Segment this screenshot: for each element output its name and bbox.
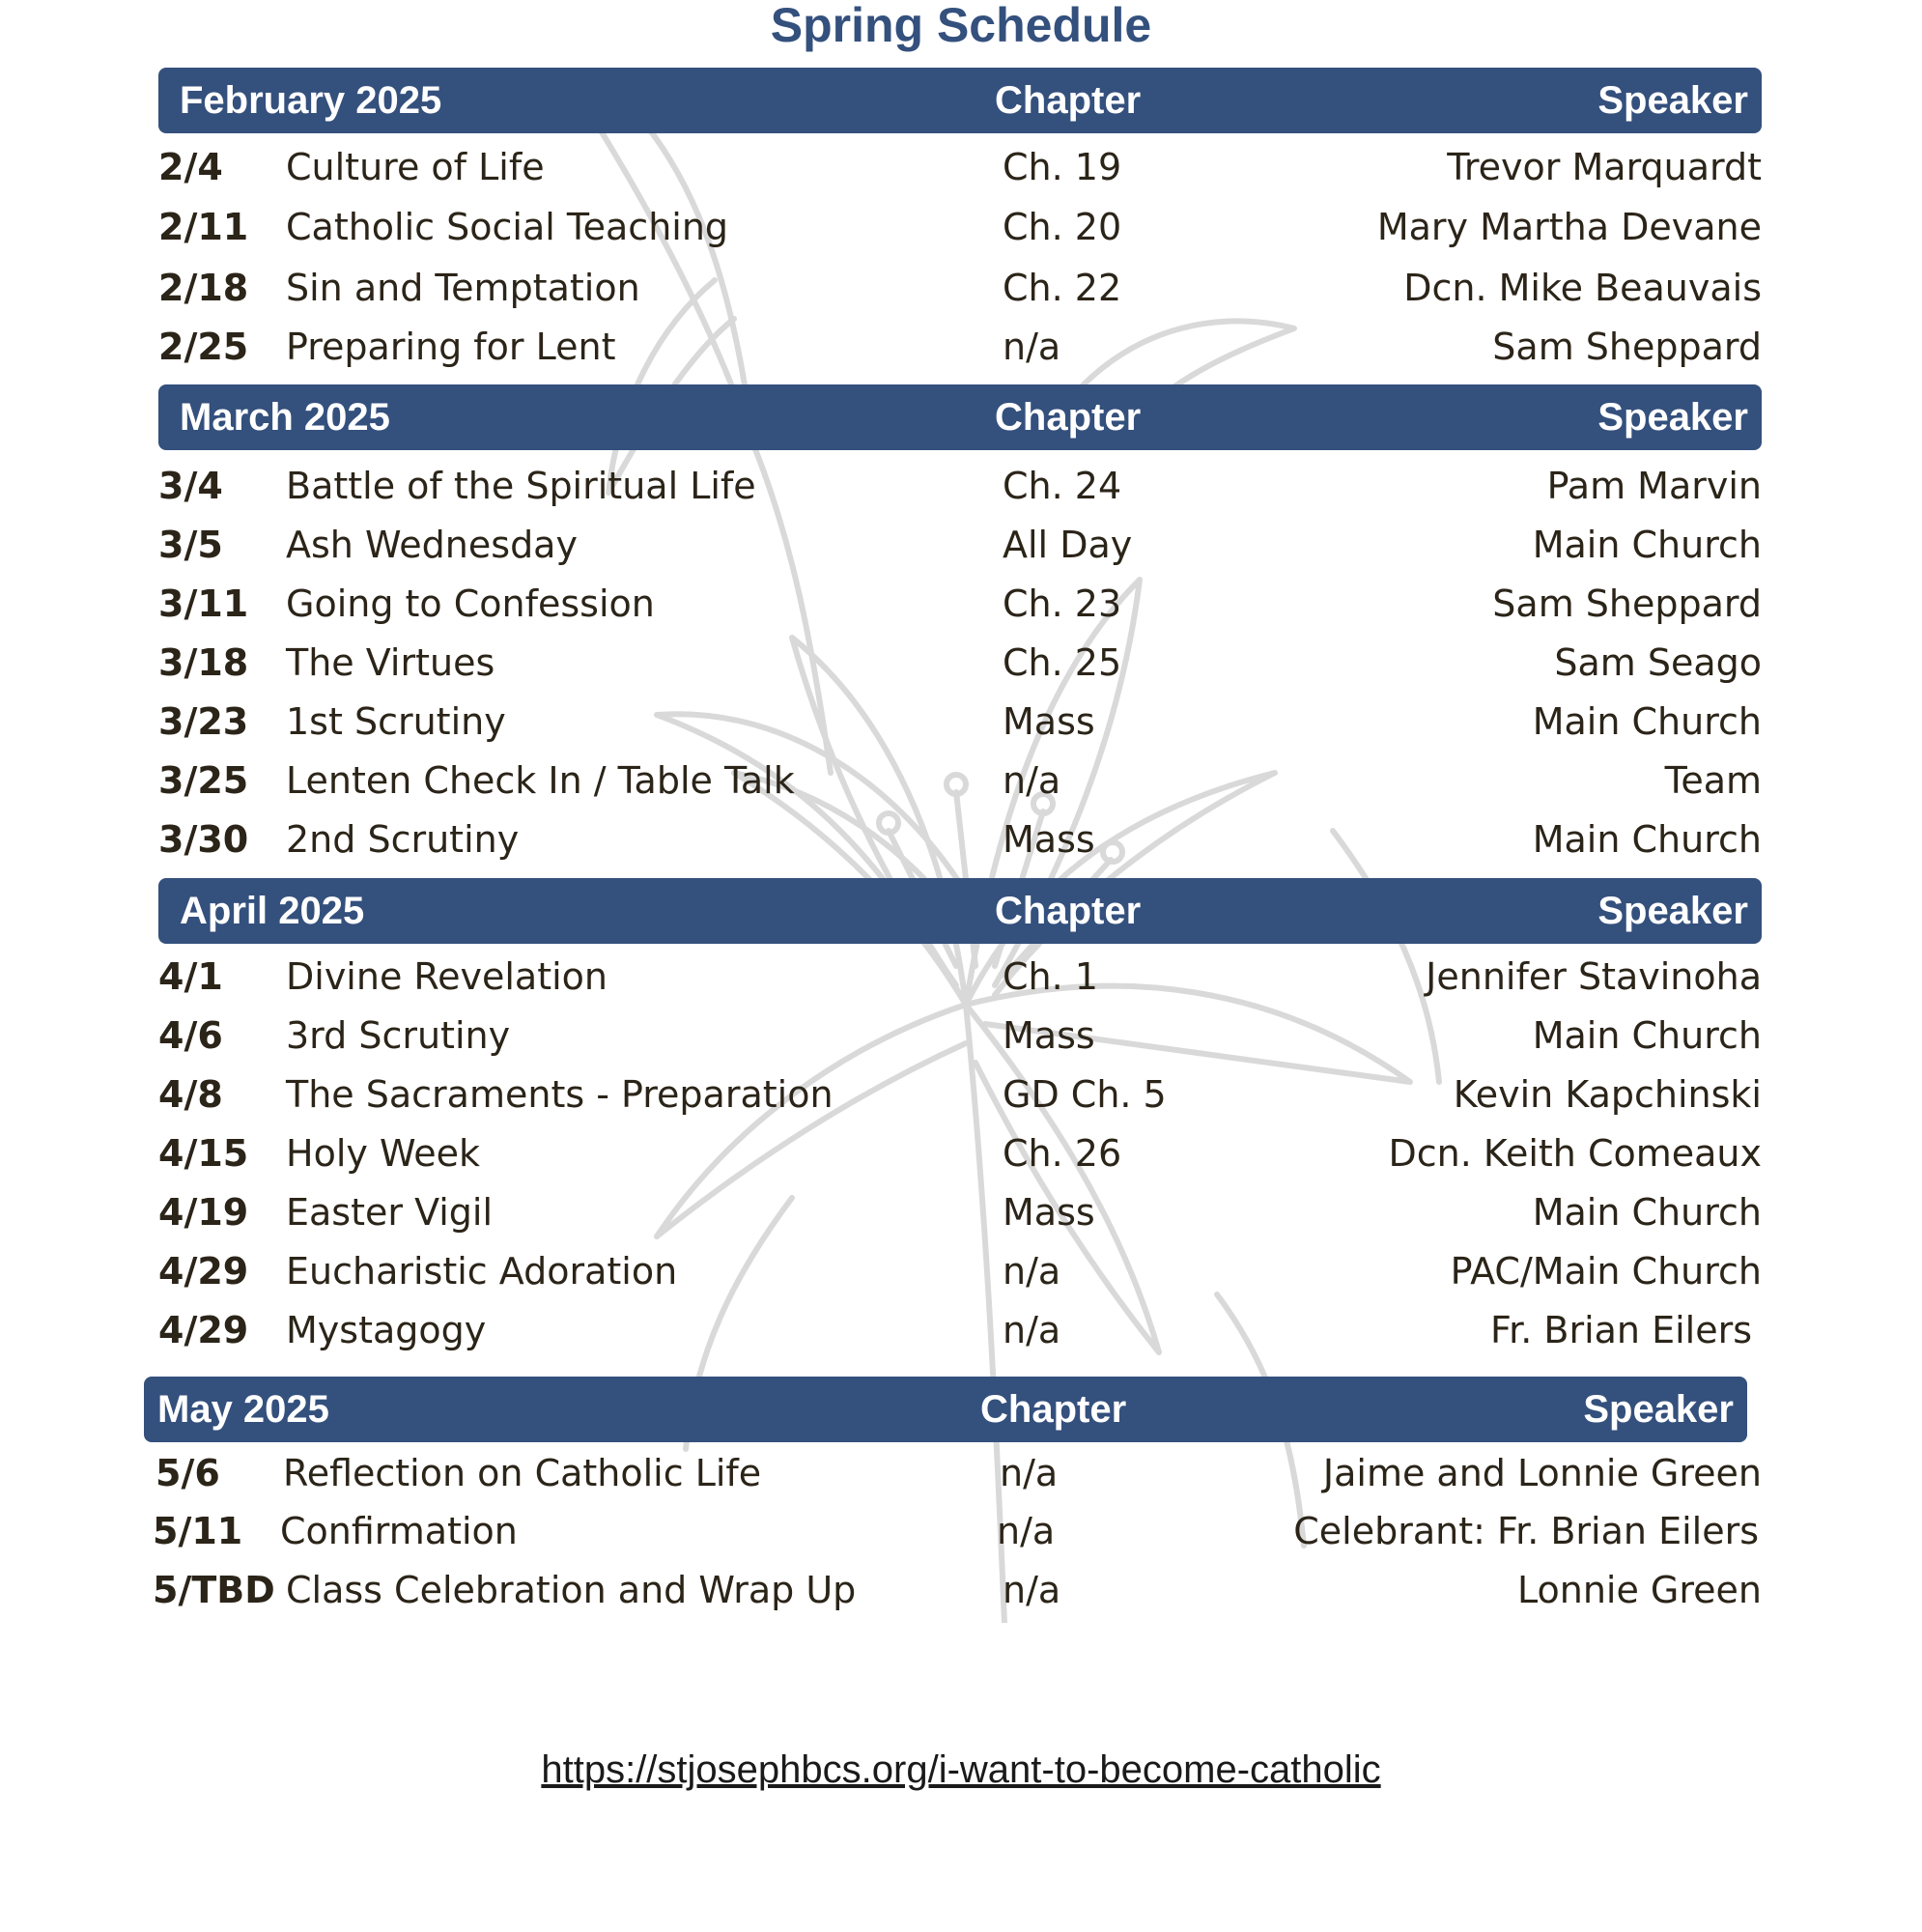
session-speaker: Main Church [1532,524,1762,566]
schedule-row [0,259,1922,317]
session-date: 5/6 [155,1452,220,1494]
session-topic: Ash Wednesday [286,524,578,566]
session-date: 2/25 [158,326,249,368]
schedule-row [0,138,1922,196]
schedule-row [0,318,1922,376]
month-heading: April 2025 [180,890,365,932]
session-chapter: Mass [1003,1014,1095,1057]
schedule-row [0,1065,1922,1123]
website-link[interactable]: https://stjosephbcs.org/i-want-to-become-catholic [541,1748,1381,1791]
session-chapter: Ch. 19 [1003,146,1122,188]
footer [0,1748,1922,1792]
session-topic: Catholic Social Teaching [286,206,729,248]
session-speaker: Mary Martha Devane [1376,206,1762,248]
session-topic: Culture of Life [286,146,545,188]
schedule-row [0,810,1922,868]
session-speaker: Fr. Brian Eilers [1489,1309,1752,1351]
session-date: 3/30 [158,818,249,861]
session-speaker: Main Church [1532,818,1762,861]
session-speaker: Lonnie Green [1516,1569,1762,1611]
session-speaker: Celebrant: Fr. Brian Eilers [1293,1510,1759,1552]
schedule-row [0,1444,1922,1502]
schedule-row [0,1301,1922,1359]
chapter-column-header: Chapter [980,1388,1127,1431]
session-chapter: Ch. 24 [1003,465,1122,507]
session-topic: Confirmation [280,1510,518,1552]
session-speaker: Sam Seago [1554,641,1762,684]
chapter-column-header: Chapter [995,79,1142,122]
session-chapter: Ch. 22 [1003,267,1122,309]
session-date: 3/25 [158,759,249,802]
schedule-row [0,1242,1922,1300]
page-title: Spring Schedule [770,0,1152,52]
session-speaker: Main Church [1532,1191,1762,1234]
session-date: 3/5 [158,524,223,566]
session-topic: Lenten Check In / Table Talk [286,759,795,802]
schedule-row [0,1183,1922,1241]
session-topic: Easter Vigil [286,1191,494,1234]
session-topic: Reflection on Catholic Life [283,1452,762,1494]
session-speaker: Main Church [1532,1014,1762,1057]
schedule-row [0,198,1922,256]
session-speaker: Dcn. Mike Beauvais [1403,267,1762,309]
session-date: 4/6 [158,1014,223,1057]
month-heading: May 2025 [157,1388,329,1431]
session-topic: 1st Scrutiny [286,700,506,743]
session-date: 3/4 [158,465,223,507]
session-date: 3/11 [158,582,249,625]
session-date: 4/8 [158,1073,223,1116]
session-chapter: n/a [1003,1250,1061,1293]
schedule-row [0,948,1922,1006]
session-chapter: Ch. 25 [1003,641,1122,684]
session-topic: Divine Revelation [286,955,608,998]
session-topic: The Virtues [286,641,495,684]
session-date: 4/29 [158,1250,249,1293]
schedule-row [0,1561,1922,1619]
session-date: 2/11 [158,206,249,248]
session-date: 4/19 [158,1191,249,1234]
session-topic: Holy Week [286,1132,481,1175]
session-topic: Battle of the Spiritual Life [286,465,756,507]
session-date: 4/29 [158,1309,249,1351]
schedule-row [0,1502,1922,1560]
session-chapter: n/a [997,1510,1056,1552]
session-chapter: n/a [1003,759,1061,802]
session-chapter: Mass [1003,818,1095,861]
session-chapter: n/a [1003,1569,1061,1611]
session-speaker: Pam Marvin [1546,465,1762,507]
section-header [158,384,1762,450]
schedule-row [0,1124,1922,1182]
chapter-column-header: Chapter [995,890,1142,932]
session-topic: Sin and Temptation [286,267,640,309]
session-date: 3/18 [158,641,249,684]
session-speaker: Jaime and Lonnie Green [1322,1452,1762,1494]
session-chapter: Mass [1003,1191,1095,1234]
session-date: 3/23 [158,700,249,743]
session-speaker: Kevin Kapchinski [1453,1073,1762,1116]
schedule-row [0,693,1922,751]
session-chapter: Ch. 20 [1003,206,1122,248]
session-chapter: Ch. 26 [1003,1132,1122,1175]
session-chapter: Ch. 23 [1003,582,1122,625]
session-topic: Class Celebration and Wrap Up [286,1569,857,1611]
schedule-row [0,516,1922,574]
chapter-column-header: Chapter [995,396,1142,439]
session-chapter: n/a [1003,326,1061,368]
month-heading: March 2025 [180,396,390,439]
session-speaker: PAC/Main Church [1450,1250,1762,1293]
session-chapter: Ch. 1 [1003,955,1098,998]
session-topic: Mystagogy [286,1309,487,1351]
session-date: 4/15 [158,1132,249,1175]
schedule-row [0,634,1922,692]
session-date: 4/1 [158,955,223,998]
session-chapter: Mass [1003,700,1095,743]
schedule-row [0,575,1922,633]
schedule-row [0,1007,1922,1065]
schedule-row [0,752,1922,810]
schedule-row [0,457,1922,515]
speaker-column-header: Speaker [1597,890,1748,932]
session-speaker: Dcn. Keith Comeaux [1388,1132,1762,1175]
speaker-column-header: Speaker [1597,79,1748,122]
session-speaker: Trevor Marquardt [1447,146,1762,188]
session-speaker: Jennifer Stavinoha [1426,955,1762,998]
speaker-column-header: Speaker [1597,396,1748,439]
session-chapter: GD Ch. 5 [1003,1073,1167,1116]
session-topic: Going to Confession [286,582,655,625]
session-chapter: All Day [1003,524,1133,566]
session-speaker: Sam Sheppard [1492,326,1762,368]
month-heading: February 2025 [180,79,442,122]
session-topic: The Sacraments - Preparation [286,1073,834,1116]
session-topic: Preparing for Lent [286,326,616,368]
session-topic: 3rd Scrutiny [286,1014,511,1057]
session-date: 2/4 [158,146,223,188]
session-topic: 2nd Scrutiny [286,818,520,861]
session-date: 5/11 [153,1510,243,1552]
session-chapter: n/a [1003,1309,1061,1351]
session-speaker: Main Church [1532,700,1762,743]
section-header [158,68,1762,133]
section-header [158,878,1762,944]
session-speaker: Team [1664,759,1762,802]
session-date: 5/TBD [153,1569,275,1611]
session-speaker: Sam Sheppard [1492,582,1762,625]
session-date: 2/18 [158,267,249,309]
session-topic: Eucharistic Adoration [286,1250,678,1293]
section-header [144,1377,1747,1442]
speaker-column-header: Speaker [1583,1388,1734,1431]
session-chapter: n/a [1000,1452,1059,1494]
